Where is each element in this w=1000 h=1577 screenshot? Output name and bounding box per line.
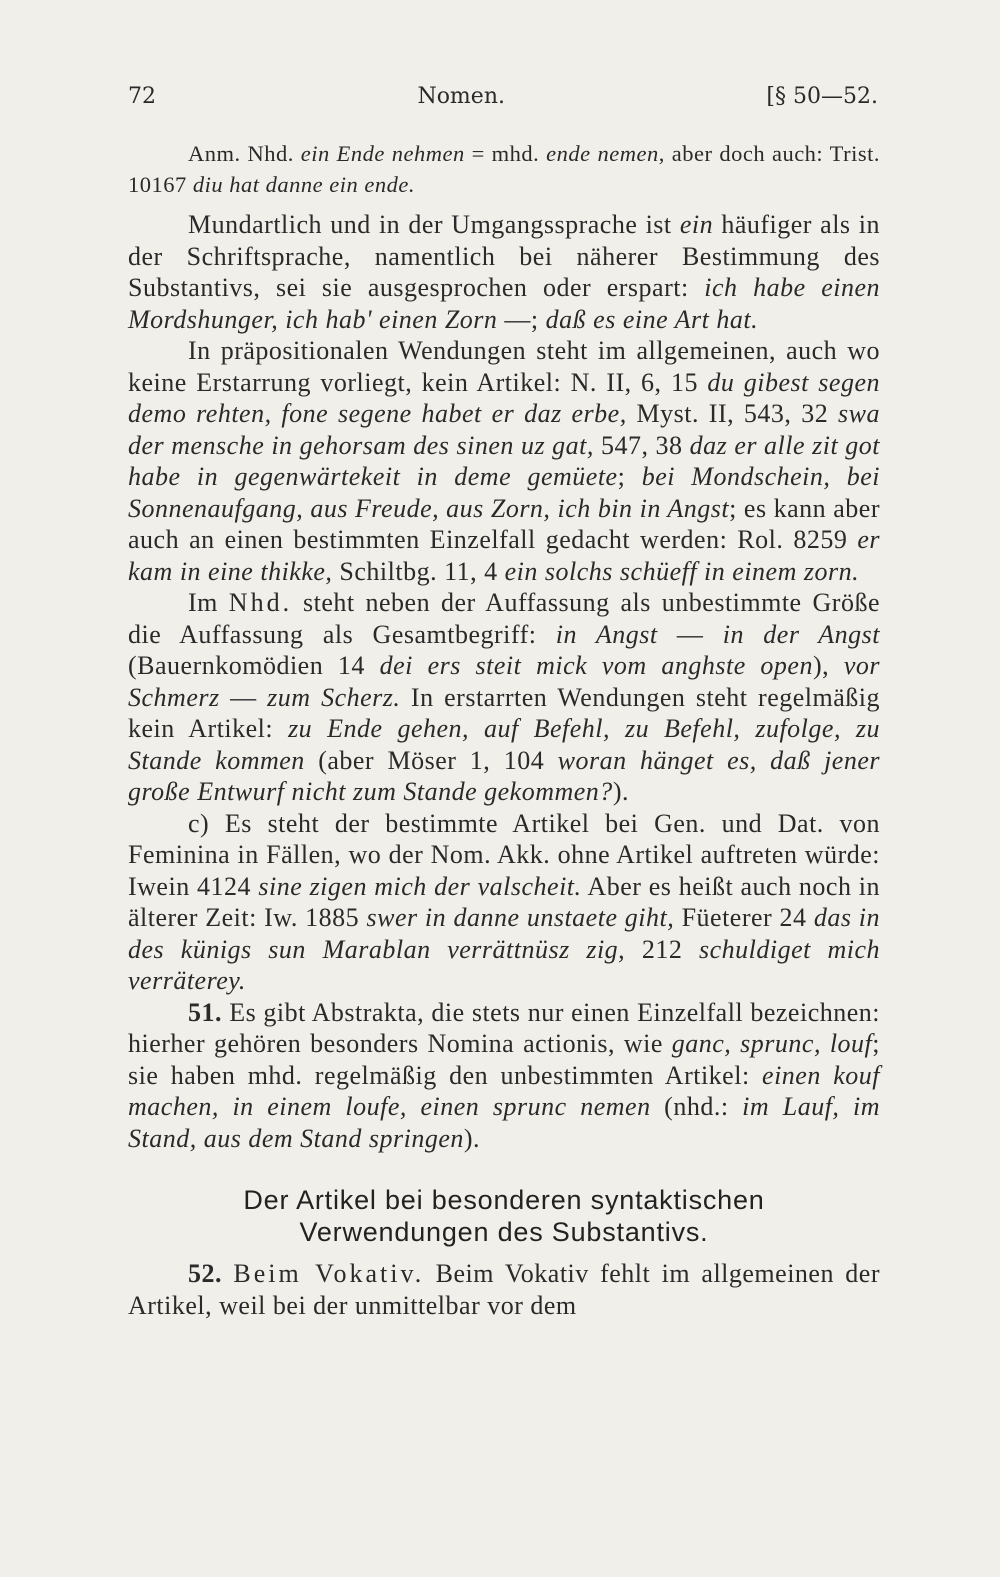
p2-run: er kam in eine thikke, — [128, 525, 880, 586]
p3-run: dei ers steit mick vom anghste open — [379, 651, 813, 680]
note-anm — [128, 138, 880, 200]
p1-run: —; — [497, 304, 546, 334]
p5-run: ; sie haben mhd. regelmäßig den unbestimmten Artikel: — [128, 1029, 880, 1090]
p2-run: ; es kann aber auch an einen bestimmten Einzelfall gedacht werden: Rol. 8259 — [128, 493, 880, 554]
running-title: Nomen. — [417, 84, 505, 109]
p3-run: zu Ende gehen, auf Befehl, zu Befehl, zufolge, zu Stande kommen — [128, 714, 880, 775]
heading-line-1: Der Artikel bei besonderen syntaktischen — [243, 1185, 765, 1215]
p4-run: c) Es steht der bestimmte Artikel bei Gen. und Dat. von Feminina in Fällen, wo der Nom. Akk. ohne Artikel auftreten würde: Iwein 4124 — [128, 808, 880, 901]
p3-run: ), — [812, 651, 844, 680]
paragraph-dialect — [128, 209, 880, 335]
p6-run: Beim Vokativ fehlt im allgemeinen der Artikel, weil bei der unmittelbar vor dem — [128, 1259, 880, 1320]
paragraph-c — [128, 808, 880, 997]
p2-run: ein solchs schüeff in einem zorn. — [504, 556, 860, 586]
p4-run: Füeterer 24 — [674, 903, 814, 932]
p2-run: daz er alle zit got habe in gegenwärtekeit in deme gemüete — [128, 430, 880, 491]
p3-run: In erstarrten Wendungen steht regelmäßig kein Artikel: — [128, 682, 880, 743]
running-header — [128, 84, 878, 109]
p3-run: vor Schmerz — [128, 651, 880, 712]
section-heading — [128, 1184, 880, 1248]
anm-run: ein Ende nehmen — [300, 141, 465, 166]
p4-run: Aber es heißt auch noch in älterer Zeit: Iw. 1885 — [128, 871, 881, 932]
p3-run: in der Angst — [722, 619, 881, 649]
p4-run: swer in danne unstaete giht, — [366, 903, 675, 932]
p2-run: bei Mondschein, bei Sonnenaufgang, aus Freude, aus Zorn, ich bin in Angst — [128, 462, 881, 523]
p3-run: zum Scherz. — [267, 682, 401, 712]
p5-run: ganc, sprunc, louf — [671, 1029, 873, 1058]
p1-run: ich habe einen Mordshunger, ich hab' einen Zorn — [128, 273, 880, 334]
p1-run: häufiger als in der Schriftsprache, namentlich bei näherer Bestimmung des Substantivs, sei sie ausgesprochen oder erspart: — [128, 210, 880, 302]
p5-run: Es gibt Abstrakta, die stets nur einen Einzelfall bezeichnen: hierher gehören besonders Nomina actionis, wie — [128, 997, 880, 1058]
p4-run: schuldiget mich verräterey. — [128, 934, 881, 995]
p5-run: ). — [463, 1123, 481, 1153]
anm-run: , aber doch auch: Trist. 10167 — [128, 141, 880, 197]
p2-run: ; — [617, 462, 642, 491]
p3-run: (Bauernkomödien 14 — [128, 651, 380, 680]
p3-run: woran hänget es, daß jener große Entwurf nicht zum Stande gekommen? — [128, 745, 880, 806]
p2-run: Schiltbg. 11, 4 — [332, 556, 505, 586]
anm-run: = mhd. — [464, 141, 547, 166]
p2-run: du gibest segen demo rehten, fone segene habet er daz erbe, — [128, 367, 880, 428]
p1-run: Mundartlich und in der Umgangssprache ist — [188, 210, 680, 239]
anm-run: ende nemen — [546, 141, 659, 166]
section-range: [§ 50—52. — [766, 84, 878, 109]
p1-run: ein — [679, 210, 714, 239]
p3-run: (aber Möser 1, 104 — [304, 745, 558, 775]
anm-run: diu hat danne ein ende. — [192, 172, 415, 197]
heading-line-2: Verwendungen des Substantivs. — [299, 1217, 709, 1247]
p5-run: 51. — [188, 997, 222, 1027]
p3-run: Im — [188, 588, 229, 617]
paragraph-nhd — [128, 587, 880, 808]
page-number: 72 — [128, 84, 156, 109]
paragraph-prepositional — [128, 335, 880, 587]
p6-run: Beim Vokativ. — [233, 1259, 425, 1288]
p3-run: ). — [612, 777, 629, 806]
p4-run: das in des künigs sun Marablan verrättnüsz zig, — [128, 903, 880, 964]
p6-run — [222, 1259, 233, 1288]
paragraph-51 — [128, 997, 880, 1155]
anm-run: Anm. Nhd. — [188, 141, 301, 166]
p3-run: — — [657, 619, 723, 649]
p2-run: Myst. II, 543, 32 — [626, 399, 839, 428]
p4-run: 212 — [625, 934, 699, 964]
p3-run: steht neben der Auffassung als unbestimmte Größe die Auffassung als Gesamtbegriff: — [128, 588, 880, 649]
p2-run: In präpositionalen Wendungen steht im allgemeinen, auch wo keine Erstarrung vorliegt, kein Artikel: N. II, 6, 15 — [128, 336, 880, 397]
p3-run: — — [219, 682, 268, 712]
p5-run: im Lauf, im Stand, aus dem Stand springen — [128, 1092, 881, 1153]
p6-run: 52. — [188, 1259, 222, 1288]
p3-run: in Angst — [555, 619, 658, 649]
p4-run: sine zigen mich der valscheit. — [258, 871, 582, 901]
p3-run: Nhd. — [228, 588, 293, 617]
p5-run: (nhd.: — [650, 1092, 743, 1121]
p2-run: 547, 38 — [593, 430, 690, 460]
p1-run: daß es eine Art hat. — [545, 304, 759, 334]
paragraph-52 — [128, 1258, 880, 1321]
body-text — [128, 138, 880, 1321]
p2-run: swa der mensche in gehorsam des sinen uz gat, — [128, 399, 881, 460]
p5-run: einen kouf machen, in einem loufe, einen sprunc nemen — [128, 1060, 880, 1121]
